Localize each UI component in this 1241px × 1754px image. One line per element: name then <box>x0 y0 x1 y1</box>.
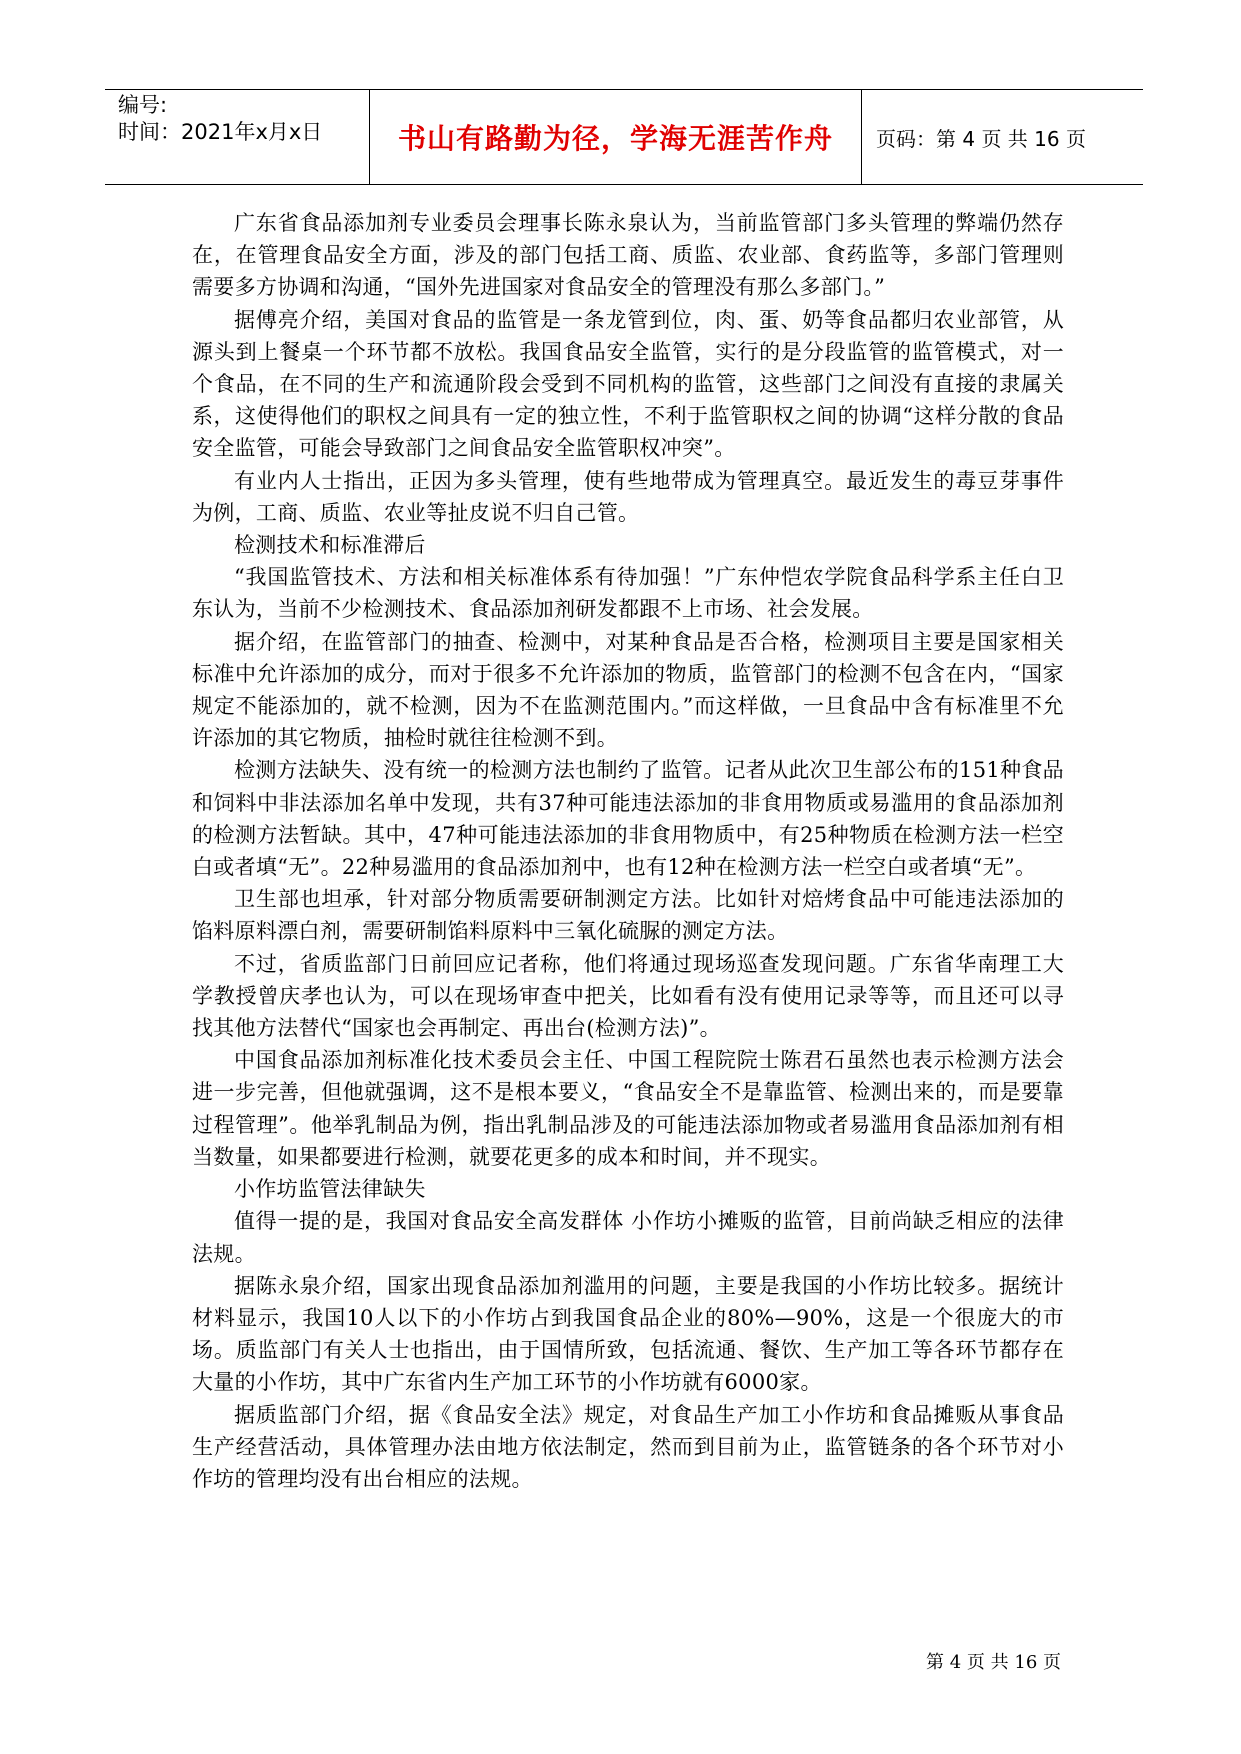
article-body <box>192 207 1064 1495</box>
section-heading: 小作坊监管法律缺失 <box>234 1177 426 1202</box>
paragraph: 据傅亮介绍，美国对食品的监管是一条龙管到位，肉、蛋、奶等食品都归农业部管，从源头到上餐桌一个环节都不放松。我国食品安全监管，实行的是分段监管的监管模式，对一个食品，在不同的生产和流通阶段会受到不同机构的监管，这些部门之间没有直接的隶属关系，这使得他们的职权之间具有一定的独立性，不利于监管职权之间的协调“这样分散的食品安全监管，可能会导致部门之间食品安全监管职权冲突”。 <box>192 307 1064 461</box>
paragraph: 值得一提的是，我国对食品安全高发群体 小作坊小摊贩的监管，目前尚缺乏相应的法律法规。 <box>192 1209 1064 1266</box>
motto-text: 书山有路勤为径，学海无涯苦作舟 <box>397 122 833 155</box>
paragraph: 不过，省质监部门日前回应记者称，他们将通过现场巡查发现问题。广东省华南理工大学教授曾庆孝也认为，可以在现场审查中把关，比如看有没有使用记录等等，而且还可以寻找其他方法替代“国家也会再制定、再出台(检测方法)”。 <box>192 951 1064 1041</box>
paragraph: 有业内人士指出，正因为多头管理，使有些地带成为管理真空。最近发生的毒豆芽事件为例，工商、质监、农业等扯皮说不归自己管。 <box>192 468 1064 525</box>
header-motto-cell <box>370 90 862 184</box>
page-footer: 第 4 页 共 16 页 <box>926 1652 1061 1673</box>
paragraph: 广东省食品添加剂专业委员会理事长陈永泉认为，当前监管部门多头管理的弊端仍然存在，在管理食品安全方面，涉及的部门包括工商、质监、农业部、食药监等，多部门管理则需要多方协调和沟通，“国外先进国家对食品安全的管理没有那么多部门。” <box>192 211 1064 300</box>
section-heading: 检测技术和标准滞后 <box>234 533 426 558</box>
paragraph: 据质监部门介绍，据《食品安全法》规定，对食品生产加工小作坊和食品摊贩从事食品生产经营活动，具体管理办法由地方依法制定，然而到目前为止，监管链条的各个环节对小作坊的管理均没有出台相应的法规。 <box>192 1402 1064 1491</box>
paragraph: 中国食品添加剂标准化技术委员会主任、中国工程院院士陈君石虽然也表示检测方法会进一步完善，但他就强调，这不是根本要义，“食品安全不是靠监管、检测出来的，而是要靠过程管理”。他举乳制品为例，指出乳制品涉及的可能违法添加物或者易滥用食品添加剂有相当数量，如果都要进行检测，就要花更多的成本和时间，并不现实。 <box>192 1048 1064 1169</box>
document-number-label: 编号: <box>118 93 168 117</box>
paragraph: 据介绍，在监管部门的抽查、检测中，对某种食品是否合格，检测项目主要是国家相关标准中允许添加的成分，而对于很多不允许添加的物质，监管部门的检测不包含在内，“国家规定不能添加的，就不检测，因为不在监测范围内。”而这样做，一旦食品中含有标准里不允许添加的其它物质，抽检时就往往检测不到。 <box>192 629 1064 751</box>
paragraph: 据陈永泉介绍，国家出现食品添加剂滥用的问题，主要是我国的小作坊比较多。据统计材料显示，我国10人以下的小作坊占到我国食品企业的80%—90%，这是一个很庞大的市场。质监部门有关人士也指出，由于国情所致，包括流通、餐饮、生产加工等各环节都存在大量的小作坊，其中广东省内生产加工环节的小作坊就有6000家。 <box>192 1273 1064 1395</box>
header-page-cell <box>862 90 1143 184</box>
header-table <box>105 89 1143 185</box>
page-code: 页码：第 4 页 共 16 页 <box>876 126 1086 151</box>
paragraph: “我国监管技术、方法和相关标准体系有待加强！”广东仲恺农学院食品科学系主任白卫东认为，当前不少检测技术、食品添加剂研发都跟不上市场、社会发展。 <box>192 565 1064 622</box>
paragraph: 卫生部也坦承，针对部分物质需要研制测定方法。比如针对焙烤食品中可能违法添加的馅料原料漂白剂，需要研制馅料原料中三氧化硫脲的测定方法。 <box>192 887 1064 944</box>
paragraph: 检测方法缺失、没有统一的检测方法也制约了监管。记者从此次卫生部公布的151种食品和饲料中非法添加名单中发现，共有37种可能违法添加的非食用物质或易滥用的食品添加剂的检测方法暂缺。其中，47种可能违法添加的非食用物质中，有25种物质在检测方法一栏空白或者填“无”。22种易滥用的食品添加剂中，也有12种在检测方法一栏空白或者填“无”。 <box>192 758 1064 880</box>
header-left-cell <box>105 90 370 184</box>
document-time-label: 时间：2021年x月x日 <box>118 120 323 144</box>
